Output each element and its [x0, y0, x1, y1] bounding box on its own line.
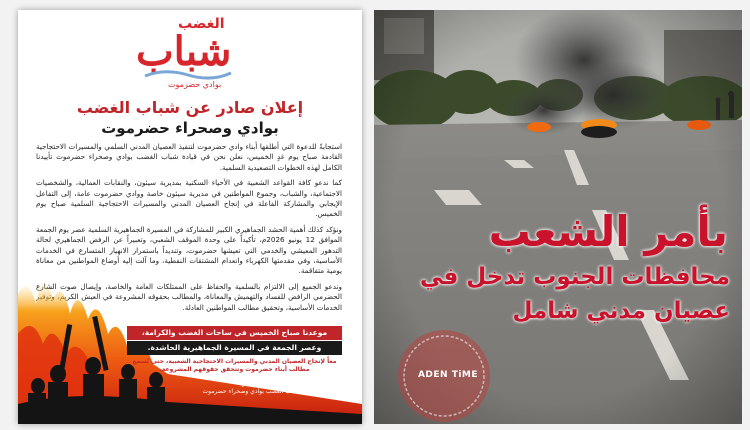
- headline: بأمر الشعب: [488, 207, 728, 256]
- logo-main-text: شباب: [136, 28, 232, 75]
- stamp-text: ADEN TiME: [417, 370, 479, 380]
- paragraph-2: كما ندعو كافة القواعد الشعبية في الأحياء السكنية بمديرية سيئون، والنقابات العمالية، والشخصيات الاجتماعية، والشباب، وجموع المواطنين في مديرية سيئون خاصة ووادي حضرموت عامة، إلى التفاعل الإيجابي والمشاركة الفاعلة في إنجاح العصيان المدني والمسيرات الاحتجاجية السلمية صباح يوم الخميس.: [36, 178, 342, 219]
- paragraph-3: ونؤكد كذلك أهمية الحشد الجماهيري الكبير للمشاركة في المسيرة الجماهيرية السلمية عصر يوم الجمعة الموافق 12 يونيو 2026م، تأكيداً على وحدة الموقف الشعبي، وتعبيراً عن الرفض الجماهيري لحالة التدهور المعيشي والخدمي التي تعيشها حضرموت، وتنديداً باستمرار الانهيار المتسارع في الخدمات الأساسية، وفي مقدمتها الكهرباء وانعدام المشتقات النفطية، وما آلت إليه أوضاع المواطنين من معاناة يومية متفاقمة.: [36, 224, 342, 276]
- poster-subtitle: بوادي وصحراء حضرموت: [101, 119, 279, 137]
- logo-top-text: الغضب: [178, 16, 225, 32]
- logo-subtitle: بوادي حضرموت: [168, 80, 222, 89]
- banner-thursday: موعدنا صباح الخميس في ساحات الغضب والكرامة،: [127, 326, 342, 340]
- issuer-label: صادر عن:: [238, 380, 264, 387]
- poster-title: إعلان صادر عن شباب الغضب: [76, 98, 304, 117]
- street-photo: [374, 10, 742, 424]
- paragraph-4: وندعو الجميع إلى الالتزام بالسلمية والحفاظ على الممتلكات العامة والخاصة، وإيصال صوت الشارع الحضرمي الرافض للفساد والتهميش والمعاناة، والمطالب بحقوقه المشروعة في العيش الكريم، وتوفير الخدمات الأساسية، وتحقيق مطالب المواطنين العادلة.: [36, 281, 342, 312]
- paragraph-1: استجابةً للدعوة التي أطلقها أبناء وادي حضرموت لتنفيذ العصيان المدني السلمي والمسيرات الاحتجاجية القادمة صباح يوم غدٍ الخميس، نعلن نحن في قيادة شباب الغضب بوادي وصحراء حضرموت تأييدنا الكامل لهذه الخطوات التصعيدية السلمية.: [36, 142, 342, 172]
- logo: [18, 16, 362, 89]
- banner-friday: وعصر الجمعة في المسيرة الجماهيرية الحاشدة.: [127, 341, 342, 355]
- subheadline: محافظات الجنوب تدخل في عصيان مدني شامل: [419, 264, 730, 324]
- issuer-name: شباب الغضب بوادي وصحراء حضرموت: [202, 388, 300, 395]
- issuer: [176, 380, 326, 396]
- poster-note: معاً لإنجاح العصيان المدني والمسيرات الاحتجاجية الشعبية، حتى تُسمع مطالب أبناء حضرموت وتتحقق حقوقهم المشروعة.: [132, 358, 337, 373]
- announcement-poster: [18, 10, 362, 424]
